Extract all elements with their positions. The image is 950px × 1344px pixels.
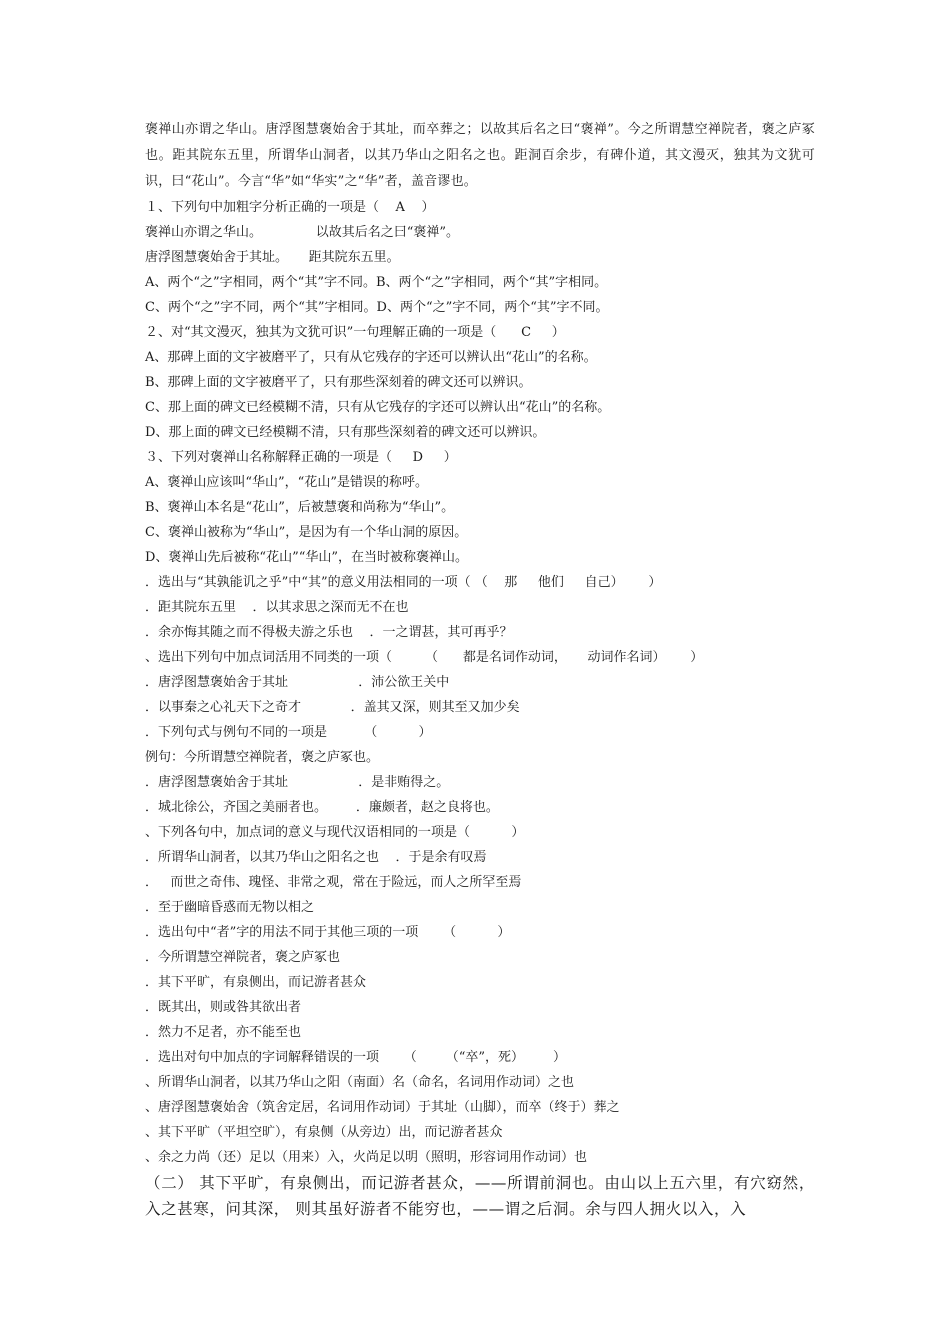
text-line: 、所谓华山洞者，以其乃华山之阳（南面）名（命名，名词用作动词）之也 — [145, 1075, 575, 1090]
text-line: ．唐浮图慧褒始舍于其址 ．是非贿得之。 — [145, 775, 450, 790]
document-page — [145, 117, 815, 1222]
passage-excerpt: 褒禅山亦谓之华山。唐浮图慧褒始舍于其址，而卒葬之；以故其后名之曰“褒禅”。今之所谓慧空禅院者，褒之庐冢也。距其院东五里，所谓华山洞者，以其乃华山之阳名之也。距洞百余步，有碑仆道，其文漫灭，独其为文犹可识，曰“花山”。今言“华”如“华实”之“华”者，盖音谬也。 — [145, 122, 815, 189]
text-line: ．所谓华山洞者，以其乃华山之阳名之也 ．于是余有叹焉 — [145, 850, 487, 865]
text-line: １、下列句中加粗字分析正确的一项是（ A ） — [145, 200, 435, 215]
text-line: ．然力不足者，亦不能至也 — [145, 1025, 302, 1040]
text-line: ．既其出，则或咎其欲出者 — [145, 1000, 302, 1015]
text-line: ．其下平旷，有泉侧出，而记游者甚众 — [145, 975, 367, 990]
text-line: C、两个“之”字不同，两个“其”字相同。D、两个“之”字不同，两个“其”字不同。 — [145, 300, 609, 315]
text-line: ３、下列对褒禅山名称解释正确的一项是（ D ） — [145, 450, 457, 465]
text-line: 唐浮图慧褒始舍于其址。 距其院东五里。 — [145, 250, 400, 265]
text-line: ．唐浮图慧褒始舍于其址 ．沛公欲王关中 — [145, 675, 450, 690]
text-line: ． 而世之奇伟、瑰怪、非常之观，常在于险远，而人之所罕至焉 — [145, 875, 522, 890]
text-line: D、那上面的碑文已经模糊不清，只有那些深刻着的碑文还可以辨识。 — [145, 425, 546, 440]
text-line: ．以事秦之心礼天下之奇才 ．盖其又深，则其至又加少矣 — [145, 700, 520, 715]
text-line: 、下列各句中，加点词的意义与现代汉语相同的一项是（ ） — [145, 825, 525, 840]
text-line: C、那上面的碑文已经模糊不清，只有从它残存的字还可以辨认出“花山”的名称。 — [145, 400, 611, 415]
question-list — [145, 195, 815, 1170]
text-line: ．今所谓慧空禅院者，褒之庐冢也 — [145, 950, 341, 965]
text-line: A、两个“之”字相同，两个“其”字不同。B、两个“之”字相同，两个“其”字相同。 — [145, 275, 608, 290]
text-line: 、唐浮图慧褒始舍（筑舍定居，名词用作动词）于其址（山脚），而卒（终于）葬之 — [145, 1100, 620, 1115]
text-line: ．至于幽暗昏惑而无物以相之 — [145, 900, 315, 915]
text-line: B、那碑上面的文字被磨平了，只有那些深刻着的碑文还可以辨识。 — [145, 375, 532, 390]
text-line: 褒禅山亦谓之华山。 以故其后名之曰“褒禅”。 — [145, 225, 460, 240]
text-line: A、那碑上面的文字被磨平了，只有从它残存的字还可以辨认出“花山”的名称。 — [145, 350, 597, 365]
text-line: B、褒禅山本名是“花山”，后被慧褒和尚称为“华山”。 — [145, 500, 455, 515]
text-line: 、余之力尚（还）足以（用来）入，火尚足以明（照明，形容词用作动词）也 — [145, 1150, 588, 1165]
text-line: ．选出与“其孰能讥之乎”中“其”的意义用法相同的一项（ （ 那 他们 自己） ） — [145, 575, 662, 590]
text-line: C、褒禅山被称为“华山”，是因为有一个华山洞的原因。 — [145, 525, 468, 540]
text-line: ．选出句中“者”字的用法不同于其他三项的一项 （ ） — [145, 925, 511, 940]
text-line: ．余亦悔其随之而不得极夫游之乐也 ．一之谓甚，其可再乎？ — [145, 625, 513, 640]
text-line: ．距其院东五里 ．以其求思之深而无不在也 — [145, 600, 409, 615]
closing-passage: （二） 其下平旷，有泉侧出，而记游者甚众，——所谓前洞也。由山以上五六里，有穴窈然，入之甚寒，问其深， 则其虽好游者不能穷也，——谓之后洞。余与四人拥火以入，入 — [145, 1174, 815, 1218]
text-line: 、选出下列句中加点词活用不同类的一项（ （ 都是名词作动词， 动词作名词） ） — [145, 650, 704, 665]
text-line: ．选出对句中加点的字词解释错误的一项 （ （“卒”，死） ） — [145, 1050, 566, 1065]
text-line: ．下列句式与例句不同的一项是 （ ） — [145, 725, 432, 740]
text-line: 、其下平旷（平坦空旷），有泉侧（从旁边）出，而记游者甚众 — [145, 1125, 503, 1140]
text-line: D、褒禅山先后被称“花山”“华山”，在当时被称褒禅山。 — [145, 550, 469, 565]
text-line: 例句：今所谓慧空禅院者，褒之庐冢也。 — [145, 750, 380, 765]
text-line: ２、对“其文漫灭，独其为文犹可识”一句理解正确的一项是（ C ） — [145, 325, 565, 340]
text-line: A、褒禅山应该叫“华山”，“花山”是错误的称呼。 — [145, 475, 428, 490]
text-line: ．城北徐公，齐国之美丽者也。 ．廉颇者，赵之良将也。 — [145, 800, 499, 815]
